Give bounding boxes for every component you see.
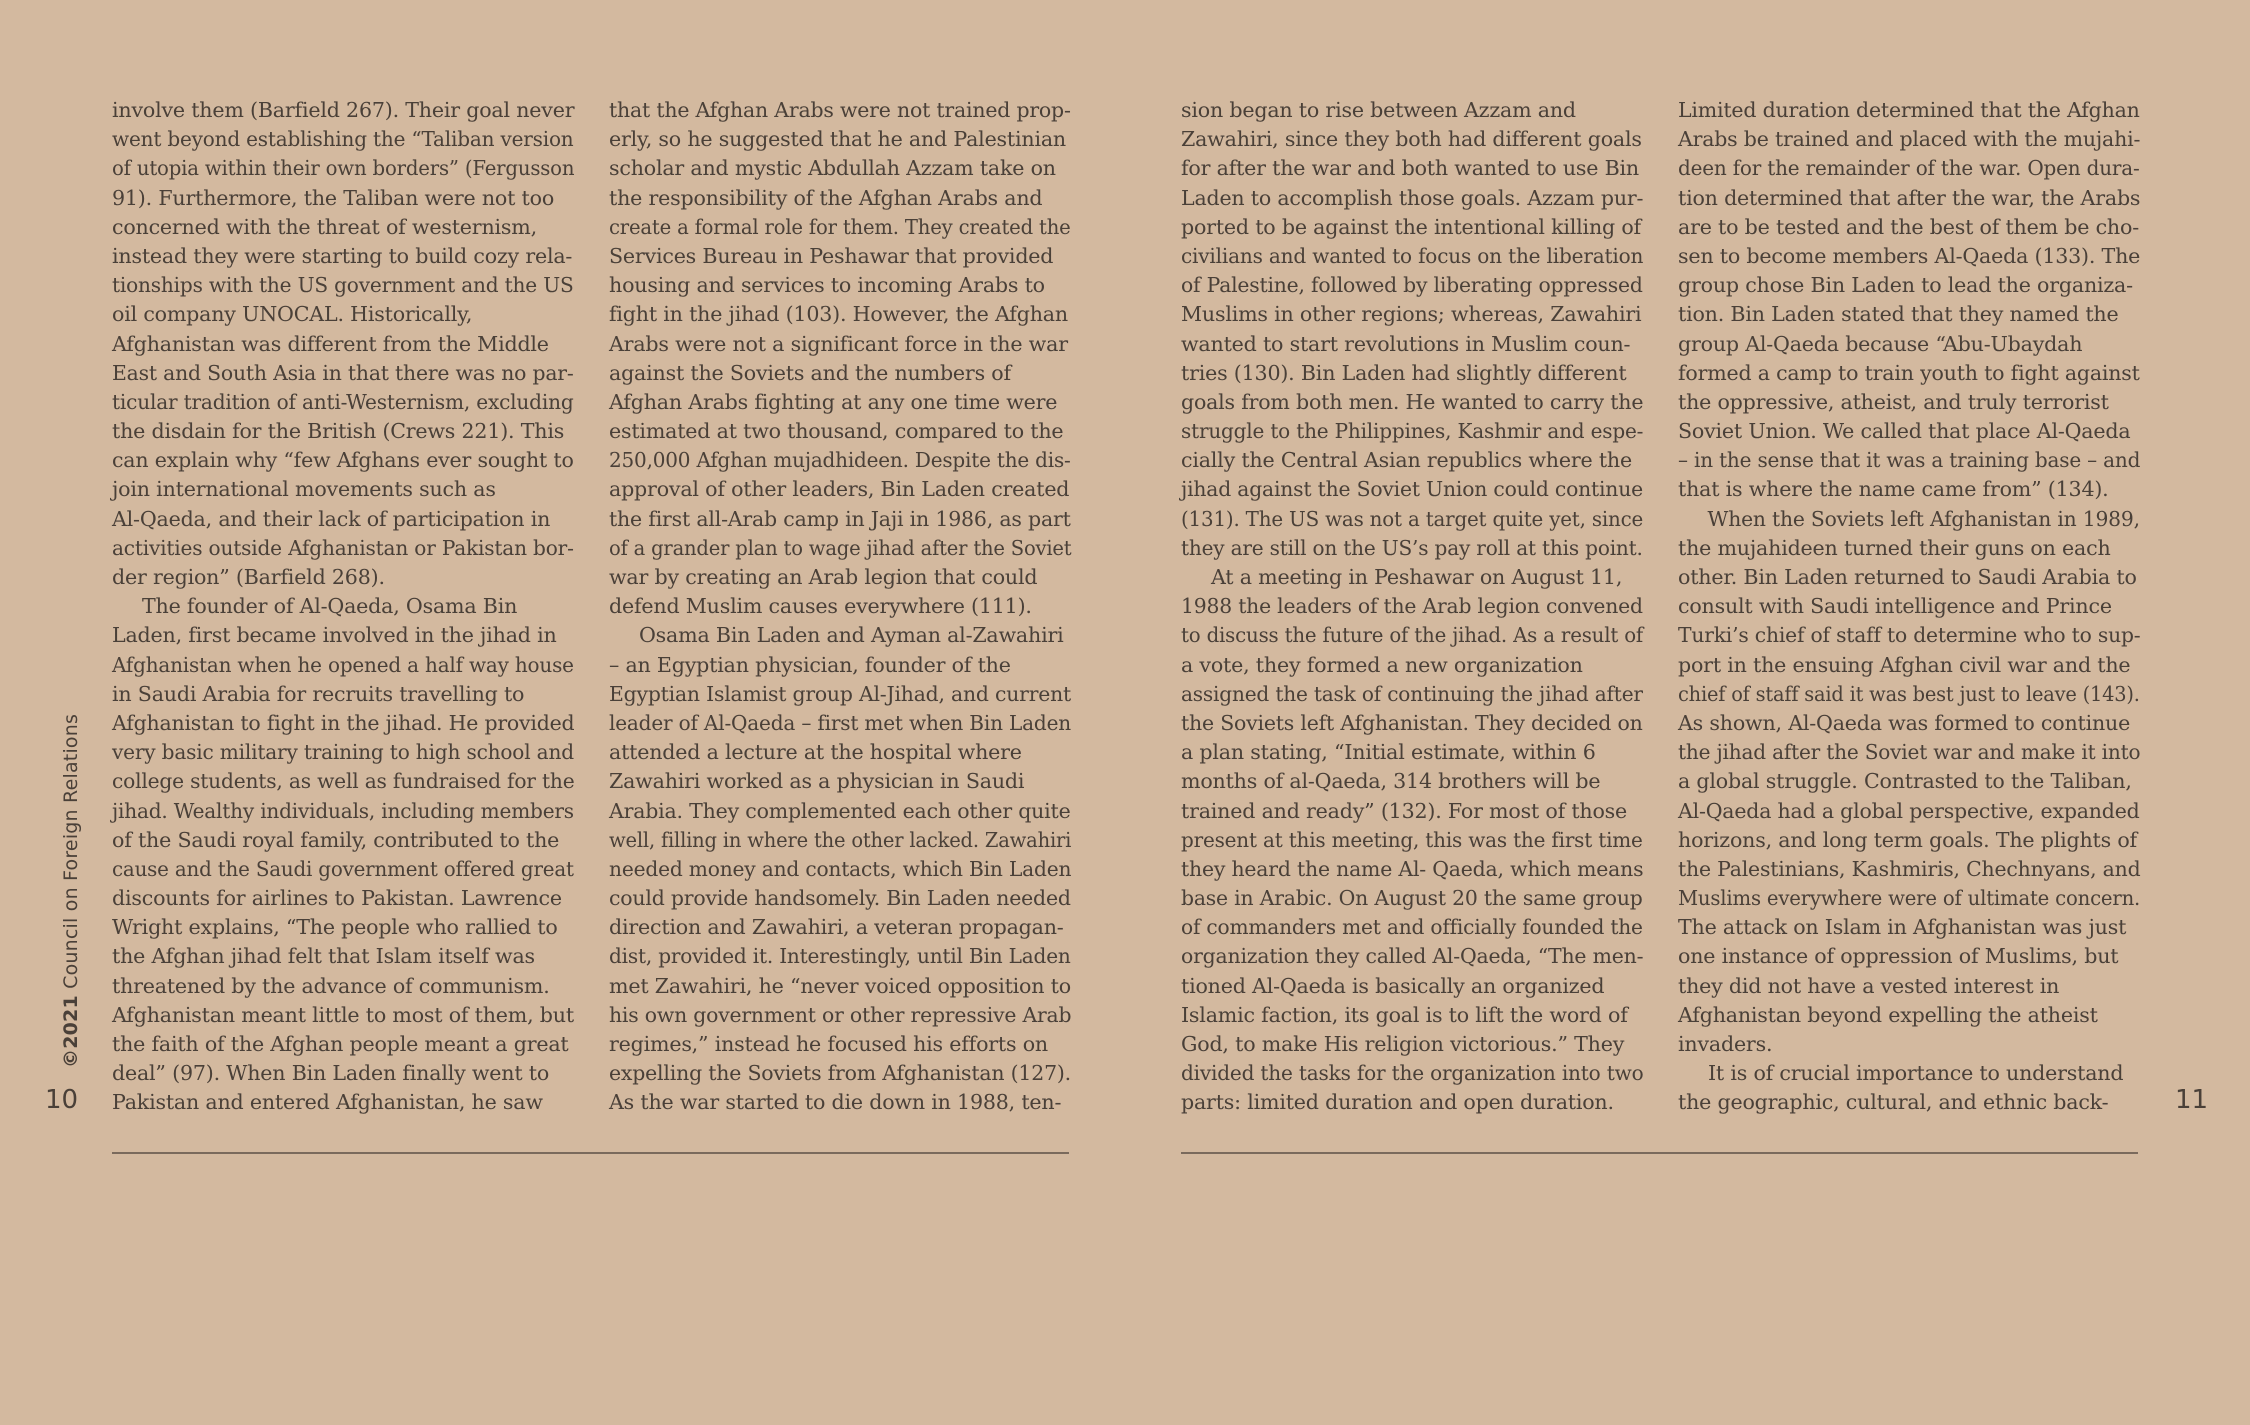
text-line: parts: limited duration and open duration. (1181, 1090, 1614, 1115)
text-line: oil company UNOCAL. Historically, (112, 302, 473, 327)
text-line: scholar and mystic Abdullah Azzam take on (609, 156, 1056, 181)
text-line: divided the tasks for the organization into two (1181, 1061, 1644, 1086)
text-line: the disdain for the British (Crews 221). This (112, 419, 565, 444)
text-column-4 (1678, 96, 2140, 1118)
text-line: met Zawahiri, he “never voiced opposition to (609, 973, 1071, 998)
text-line: of commanders met and officially founded the (1181, 915, 1643, 940)
text-line: the first all-Arab camp in Jaji in 1986, as part (609, 506, 1071, 531)
text-line: der region” (Barfield 268). (112, 565, 385, 589)
text-line: 91). Furthermore, the Taliban were not too (112, 185, 555, 210)
text-line: well, filling in where the other lacked. Zawahiri (609, 827, 1072, 852)
text-line: they heard the name Al- Qaeda, which means (1181, 856, 1644, 881)
text-line: of Palestine, followed by liberating oppressed (1181, 273, 1643, 298)
text-line: ported to be against the intentional killing of (1181, 214, 1641, 239)
text-line: Pakistan and entered Afghanistan, he saw (112, 1090, 543, 1115)
text-line: The founder of Al-Qaeda, Osama Bin (142, 594, 518, 619)
page-footer-rule-right (1181, 1152, 2138, 1154)
text-line: present at this meeting, this was the first time (1181, 827, 1643, 852)
text-line: sion began to rise between Azzam and (1181, 98, 1576, 122)
text-line: wanted to start revolutions in Muslim coun- (1181, 331, 1631, 356)
text-line: Al-Qaeda, and their lack of participation in (112, 506, 551, 531)
text-line: sen to become members Al-Qaeda (133). The (1678, 243, 2141, 268)
text-line: Wright explains, “The people who rallied to (112, 915, 558, 940)
text-line: At a meeting in Peshawar on August 11, (1211, 565, 1623, 589)
text-line: struggle to the Philippines, Kashmir and espe- (1181, 419, 1644, 444)
text-line: chief of staff said it was best just to leave (143). (1678, 681, 2140, 706)
text-line: the mujahideen turned their guns on each (1678, 535, 2111, 560)
text-line: tion determined that after the war, the Arabs (1678, 185, 2141, 210)
text-line: (131). The US was not a target quite yet, since (1181, 506, 1644, 531)
text-line: the faith of the Afghan people meant a great (112, 1032, 569, 1056)
copyright-text: Council on Foreign Relations (60, 713, 82, 996)
text-line: ticular tradition of anti-Westernism, excluding (112, 389, 574, 414)
text-line: the geographic, cultural, and ethnic back- (1678, 1090, 2109, 1115)
text-line: Turki’s chief of staff to determine who to sup- (1678, 623, 2141, 648)
text-line: went beyond establishing the “Taliban version (112, 127, 574, 152)
text-line: months of al-Qaeda, 314 brothers will be (1181, 769, 1601, 794)
text-line: the jihad after the Soviet war and make it into (1678, 740, 2141, 765)
text-line: Laden, first became involved in the jihad in (112, 623, 557, 648)
text-line: cially the Central Asian republics where the (1181, 448, 1632, 473)
text-line: discounts for airlines to Pakistan. Lawrence (112, 886, 562, 911)
text-line: direction and Zawahiri, a veteran propagan- (609, 915, 1064, 940)
text-line: a global struggle. Contrasted to the Taliban, (1678, 769, 2132, 794)
text-line: jihad against the Soviet Union could continue (1181, 477, 1643, 502)
text-line: – in the sense that it was a training base – and (1678, 448, 2141, 473)
text-line: group Al-Qaeda because “Abu-Ubaydah (1678, 331, 2083, 356)
text-line: Muslims in other regions; whereas, Zawahiri (1181, 302, 1642, 327)
text-line: Islamic faction, its goal is to lift the word of (1181, 1002, 1628, 1027)
text-line: could provide handsomely. Bin Laden needed (609, 886, 1071, 911)
text-line: leader of Al-Qaeda – first met when Bin Laden (609, 710, 1071, 735)
text-line: Afghanistan meant little to most of them, but (112, 1002, 574, 1027)
text-line: fight in the jihad (103). However, the Afghan (609, 302, 1068, 327)
text-line: Afghanistan to fight in the jihad. He provided (112, 710, 575, 735)
text-line: defend Muslim causes everywhere (111). (609, 594, 1032, 619)
text-line: needed money and contacts, which Bin Laden (609, 856, 1072, 881)
page-number-left: 10 (45, 1085, 79, 1115)
text-line: the responsibility of the Afghan Arabs and (609, 185, 1043, 210)
text-line: housing and services to incoming Arabs to (609, 273, 1045, 298)
text-line: instead they were starting to build cozy rela- (112, 243, 573, 268)
text-line: The attack on Islam in Afghanistan was just (1678, 915, 2127, 940)
text-line: Limited duration determined that the Afghan (1678, 98, 2140, 122)
text-line: of the Saudi royal family, contributed to the (112, 827, 560, 852)
text-line: expelling the Soviets from Afghanistan (127). (609, 1061, 1071, 1086)
text-line: threatened by the advance of communism. (112, 973, 550, 998)
text-line: jihad. Wealthy individuals, including members (112, 798, 574, 823)
page-footer-rule-left (112, 1152, 1069, 1154)
text-line: they are still on the US’s pay roll at this point. (1181, 535, 1643, 560)
text-line: deal” (97). When Bin Laden finally went to (112, 1061, 550, 1086)
text-line: Afghanistan when he opened a half way house (112, 652, 574, 677)
text-column-2 (609, 96, 1071, 1118)
text-line: college students, as well as fundraised for the (112, 769, 575, 794)
text-line: can explain why “few Afghans ever sought to (112, 448, 574, 473)
text-line: Soviet Union. We called that place Al-Qaeda (1678, 419, 2131, 444)
text-line: Afghanistan was different from the Middle (112, 331, 549, 356)
text-line: consult with Saudi intelligence and Prince (1678, 594, 2112, 619)
text-line: horizons, and long term goals. The plights of (1678, 827, 2137, 852)
text-line: against the Soviets and the numbers of (609, 360, 1011, 385)
text-line: Osama Bin Laden and Ayman al-Zawahiri (639, 623, 1064, 648)
text-line: approval of other leaders, Bin Laden created (609, 477, 1070, 502)
text-line: port in the ensuing Afghan civil war and the (1678, 652, 2131, 677)
copyright-year: ©2021 (60, 995, 82, 1068)
text-line: trained and ready” (132). For most of those (1181, 798, 1628, 823)
text-line: erly, so he suggested that he and Palestinian (609, 127, 1066, 152)
text-line: Zawahiri, since they both had different goals (1181, 127, 1642, 152)
text-line: When the Soviets left Afghanistan in 1989, (1707, 506, 2140, 531)
text-line: regimes,” instead he focused his efforts on (609, 1032, 1048, 1056)
text-line: 1988 the leaders of the Arab legion convened (1181, 594, 1643, 619)
text-line: Arabia. They complemented each other quite (609, 798, 1071, 823)
text-line: base in Arabic. On August 20 the same group (1181, 886, 1643, 911)
text-line: Arabs were not a significant force in the war (609, 331, 1068, 356)
text-line: Zawahiri worked as a physician in Saudi (609, 769, 1025, 794)
text-line: Services Bureau in Peshawar that provided (609, 243, 1054, 268)
text-column-3 (1181, 96, 1643, 1118)
text-line: goals from both men. He wanted to carry the (1181, 389, 1644, 414)
text-line: Afghan Arabs fighting at any one time were (609, 389, 1058, 414)
text-line: a vote, they formed a new organization (1181, 652, 1583, 677)
text-line: to discuss the future of the jihad. As a result of (1181, 623, 1644, 648)
text-line: in Saudi Arabia for recruits travelling to (112, 681, 525, 706)
text-line: formed a camp to train youth to fight against (1678, 360, 2140, 385)
text-line: dist, provided it. Interestingly, until Bin Laden (609, 944, 1071, 969)
text-line: Muslims everywhere were of ultimate concern. (1678, 886, 2141, 911)
text-line: Egyptian Islamist group Al-Jihad, and current (609, 681, 1072, 706)
text-line: group chose Bin Laden to lead the organiza- (1678, 273, 2133, 298)
text-line: – an Egyptian physician, founder of the (609, 652, 1011, 677)
text-line: join international movements such as (112, 477, 496, 502)
text-line: East and South Asia in that there was no par- (112, 360, 574, 385)
text-line: the Afghan jihad felt that Islam itself was (112, 944, 535, 969)
text-line: one instance of oppression of Muslims, but (1678, 944, 2119, 969)
text-line: concerned with the threat of westernism, (112, 214, 537, 239)
text-line: involve them (Barfield 267). Their goal never (112, 98, 575, 122)
text-line: the Palestinians, Kashmiris, Chechnyans, and (1678, 856, 2141, 881)
text-line: attended a lecture at the hospital where (609, 740, 1022, 765)
text-line: a plan stating, “Initial estimate, within 6 (1181, 740, 1596, 765)
text-line: As the war started to die down in 1988, ten- (609, 1090, 1062, 1115)
text-line: estimated at two thousand, compared to the (609, 419, 1064, 444)
text-line: the Soviets left Afghanistan. They decided on (1181, 710, 1643, 735)
text-line: his own government or other repressive Arab (609, 1002, 1072, 1027)
text-line: Afghanistan beyond expelling the atheist (1678, 1002, 2098, 1027)
text-line: very basic military training to high school and (112, 740, 574, 765)
text-line: war by creating an Arab legion that could (609, 565, 1038, 589)
text-line: activities outside Afghanistan or Pakistan bor- (112, 535, 574, 560)
text-line: God, to make His religion victorious.” They (1181, 1032, 1625, 1056)
text-line: 250,000 Afghan mujadhideen. Despite the dis- (609, 448, 1071, 473)
text-line: for after the war and both wanted to use Bin (1181, 156, 1639, 181)
text-line: organization they called Al-Qaeda, “The men- (1181, 944, 1644, 969)
text-line: Arabs be trained and placed with the mujahi- (1678, 127, 2141, 152)
text-line: Laden to accomplish those goals. Azzam pur- (1181, 185, 1644, 210)
text-line: It is of crucial importance to understand (1708, 1061, 2124, 1086)
text-line: are to be tested and the best of them be cho- (1678, 214, 2139, 239)
text-line: other. Bin Laden returned to Saudi Arabia to (1678, 565, 2137, 589)
text-line: civilians and wanted to focus on the liberation (1181, 243, 1644, 268)
text-line: cause and the Saudi government offered great (112, 856, 574, 881)
page-number-right: 11 (2175, 1085, 2209, 1115)
text-line: that is where the name came from” (134). (1678, 477, 2109, 502)
text-line: they did not have a vested interest in (1678, 973, 2060, 998)
text-line: of utopia within their own borders” (Fergusson (112, 156, 575, 181)
text-line: tionships with the US government and the US (112, 273, 574, 298)
text-line: assigned the task of continuing the jihad after (1181, 681, 1643, 706)
text-line: deen for the remainder of the war. Open dura- (1678, 156, 2140, 181)
text-line: that the Afghan Arabs were not trained prop- (609, 98, 1071, 122)
copyright-notice (60, 714, 82, 1068)
text-line: of a grander plan to wage jihad after the Soviet (609, 535, 1072, 560)
text-line: As shown, Al-Qaeda was formed to continue (1678, 710, 2131, 735)
text-line: create a formal role for them. They created the (609, 214, 1071, 239)
text-line: tion. Bin Laden stated that they named the (1678, 302, 2119, 327)
text-line: invaders. (1678, 1032, 1773, 1056)
text-line: tries (130). Bin Laden had slightly different (1181, 360, 1627, 385)
text-line: the oppressive, atheist, and truly terrorist (1678, 389, 2109, 414)
text-line: tioned Al-Qaeda is basically an organized (1181, 973, 1605, 998)
text-line: Al-Qaeda had a global perspective, expanded (1678, 798, 2140, 823)
text-column-1 (112, 96, 574, 1118)
